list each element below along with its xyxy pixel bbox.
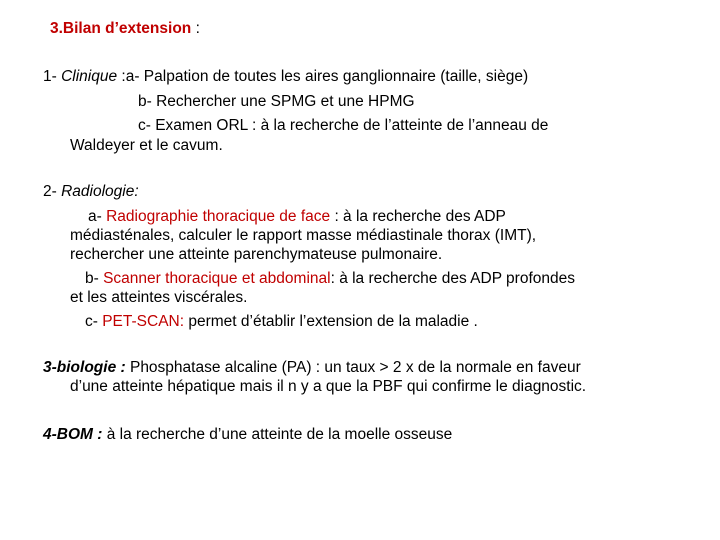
radiologie-c-prefix: c- (85, 313, 103, 330)
radiologie-a-highlight: Radiographie thoracique de face (106, 208, 331, 225)
clinique-item-b: b- Rechercher une SPMG et une HPMG (138, 93, 415, 110)
clinique-item-a: :a- Palpation de toutes les aires ganglionnaire (taille, siège) (117, 68, 529, 85)
clinique-line-a (43, 68, 528, 86)
radiologie-a-line2: médiasténales, calculer le rapport masse médiastinale thorax (IMT), (70, 227, 537, 244)
radiologie-label: Radiologie: (61, 183, 139, 200)
clinique-label: Clinique (61, 68, 118, 85)
bom-line (43, 426, 452, 444)
section-title (50, 20, 200, 38)
radiologie-b-prefix: b- (85, 270, 104, 287)
radiologie-a-line3: rechercher une atteinte parenchymateuse pulmonaire. (70, 246, 443, 263)
biologie-text: Phosphatase alcaline (PA) : un taux > 2 x de la normale en faveur (125, 359, 581, 376)
radiologie-heading (43, 183, 139, 201)
radiologie-item-a (88, 208, 506, 226)
radiologie-b-line2: et les atteintes viscérales. (70, 289, 248, 306)
radiologie-a-prefix: a- (88, 208, 107, 225)
radiologie-b-text: : à la recherche des ADP profondes (330, 270, 575, 287)
section-title-label: 3.Bilan d’extension (50, 20, 192, 37)
radiologie-c-highlight: PET-SCAN: (102, 313, 185, 330)
section-title-colon: : (191, 20, 200, 37)
clinique-item-c: c- Examen ORL : à la recherche de l’atteinte de l’anneau de (138, 117, 549, 134)
radiologie-item-b (85, 270, 575, 288)
clinique-item-c-cont: Waldeyer et le cavum. (70, 137, 223, 154)
biologie-line (43, 359, 581, 377)
biologie-label: 3-biologie : (43, 359, 126, 376)
radiologie-b-highlight: Scanner thoracique et abdominal (103, 270, 331, 287)
radiologie-item-c (85, 313, 478, 331)
radiologie-a-text: : à la recherche des ADP (330, 208, 506, 225)
radiologie-c-text: permet d’établir l’extension de la maladie . (184, 313, 478, 330)
clinique-prefix: 1- (43, 68, 62, 85)
bom-label: 4-BOM : (43, 426, 103, 443)
bom-text: à la recherche d’une atteinte de la moelle osseuse (102, 426, 453, 443)
biologie-line2: d’une atteinte hépatique mais il n y a que la PBF qui confirme le diagnostic. (70, 378, 587, 395)
radiologie-prefix: 2- (43, 183, 62, 200)
